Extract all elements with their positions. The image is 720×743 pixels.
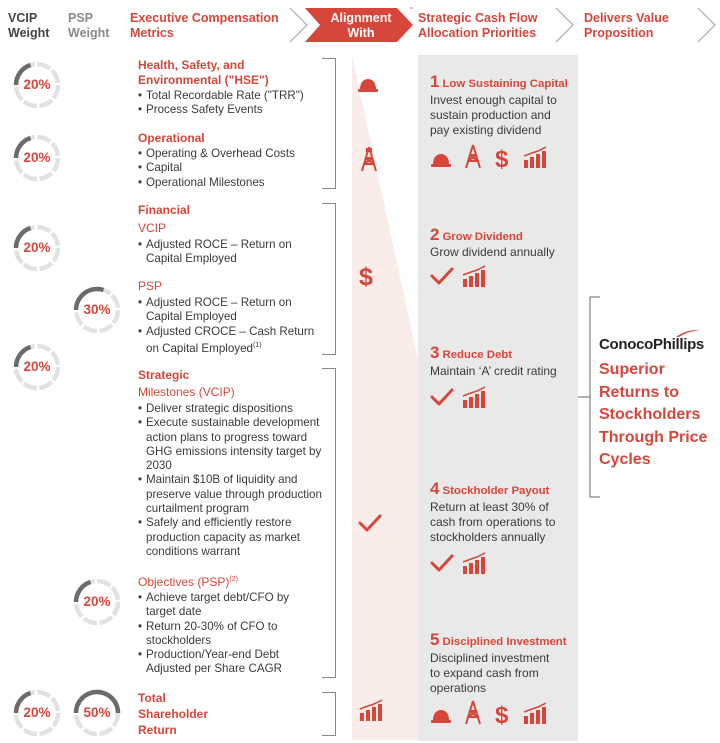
priority-title-text: Grow Dividend [442,231,523,243]
priority-4-title [430,480,549,500]
tsr-title: Total Shareholder Return [138,691,209,737]
bracket-strategic [322,368,336,678]
alignment-header: Alignment With [330,11,392,40]
growth-chart-icon [358,699,384,723]
dollar-icon: $ [359,263,373,291]
bullet: • Achieve target debt/CFO by target date [138,591,318,620]
growth-chart-icon [463,387,485,408]
dollar-icon: $ [495,146,509,170]
priority-5-desc: Disciplined investment to expand cash from operations [430,651,550,695]
strategic-title: Strategic [138,368,190,382]
financial-title: Financial [138,203,191,217]
growth-chart-icon [524,147,546,168]
priority-3-icons [430,385,490,409]
priority-title-text: Low Sustaining Capital [442,78,568,90]
financial-vcip-label: VCIP [138,221,167,235]
bullet [138,325,318,356]
growth-chart-icon [463,553,485,574]
priority-1-desc: Invest enough capital to sustain production and pay existing dividend [430,93,557,137]
milestones-label: Milestones (VCIP) [138,385,235,399]
bullet: • Process Safety Events [138,103,324,117]
financial-psp-bullets [138,296,318,356]
bullet: • Total Recordable Rate ("TRR") [138,89,324,103]
bullet: • Operating & Overhead Costs [138,147,324,161]
priority-2-icons [430,264,490,288]
priority-5-title [430,631,567,651]
hard-hat-icon [431,710,451,723]
growth-chart-icon [524,703,546,724]
bracket-financial [322,203,336,355]
checkmark-icon [432,269,452,283]
dollar-icon: $ [495,702,509,726]
value-proposition-text: Superior Returns to Stockholders Through Price Cycles [599,361,708,468]
bracket-hse-operational [322,58,336,189]
operational-bullets [138,147,324,190]
priority-5-icons [430,700,550,726]
operational-title: Operational [138,131,205,145]
priority-number: 2 [430,225,440,244]
checkmark-icon [358,514,382,532]
priority-number: 5 [430,630,440,649]
objectives-label [138,573,238,590]
weight-strategic-psp: 20% [83,594,111,609]
cash-flow-header: Strategic Cash Flow Allocation Priorities [418,11,538,40]
objectives-bullets [138,591,318,677]
priority-title-text: Stockholder Payout [442,485,550,497]
hse-bullets [138,89,324,118]
bullet: • Production/Year-end Debt Adjusted per Share CAGR [138,648,318,677]
bracket-tsr [322,692,336,736]
priority-title-text: Disciplined Investment [442,636,567,648]
weight-hse-vcip: 20% [23,77,51,92]
priority-4-icons [430,551,490,575]
bullet: • Operational Milestones [138,176,324,190]
weight-tsr-vcip: 20% [23,705,51,720]
hse-title: Health, Safety, and Environmental ("HSE") [138,58,269,87]
bullet: • Adjusted ROCE – Return on Capital Employed [138,238,318,267]
bullet: • Return 20-30% of CFO to stockholders [138,620,318,649]
footnote: (1) [252,341,262,349]
priority-3-title [430,344,512,364]
bullet-text: Adjusted CROCE – Cash Return on Capital Employed [146,324,315,355]
exec-metrics-header: Executive Compensation Metrics [130,11,279,40]
priority-number: 4 [430,479,440,498]
growth-chart-icon [463,266,485,287]
value-prop-header: Delivers Value Proposition [584,11,669,40]
priority-1-icons [430,144,550,170]
weight-tsr-psp: 50% [83,705,111,720]
priority-3-desc: Maintain ‘A’ credit rating [430,364,557,378]
oil-rig-icon [466,145,480,168]
weight-financial-psp: 30% [83,302,111,317]
priority-title-text: Reduce Debt [442,349,513,361]
oil-rig-icon [466,701,480,724]
bullet: • Maintain $10B of liquidity and preserve value through production curtailment program [138,473,322,516]
conocophillips-logo: ConocoPhillips [599,336,704,353]
bullet: • Capital [138,161,324,175]
objectives-label-text: Objectives (PSP) [138,575,230,589]
oil-rig-icon [359,146,379,172]
weight-operational-vcip: 20% [23,150,51,165]
logo-swoosh-icon [675,328,701,338]
checkmark-icon [432,556,452,570]
weight-financial-vcip: 20% [23,240,51,255]
hard-hat-icon [431,154,451,167]
bullet: • Safely and efficiently restore production capacity as market conditions warrant [138,516,322,559]
milestones-bullets [138,402,322,559]
priority-4-desc: Return at least 30% of cash from operations to stockholders annually [430,500,556,544]
bullet: • Execute sustainable development action plans to progress toward GHG emissions intensity target by 2030 [138,416,322,473]
psp-weight-header: PSP Weight [68,11,110,40]
checkmark-icon [432,390,452,404]
priority-2-title [430,226,523,246]
vcip-weight-header: VCIP Weight [8,11,50,40]
financial-psp-label: PSP [138,279,163,293]
weight-strategic-vcip: 20% [23,359,51,374]
priority-number: 1 [430,72,440,91]
priority-1-title [430,73,568,93]
bullet: • Adjusted ROCE – Return on Capital Employed [138,296,318,325]
financial-vcip-bullets [138,238,318,267]
priority-2-desc: Grow dividend annually [430,245,555,259]
priority-number: 3 [430,343,440,362]
footnote: (2) [229,576,238,583]
bullet: • Deliver strategic dispositions [138,402,322,416]
hard-hat-icon [357,77,379,93]
